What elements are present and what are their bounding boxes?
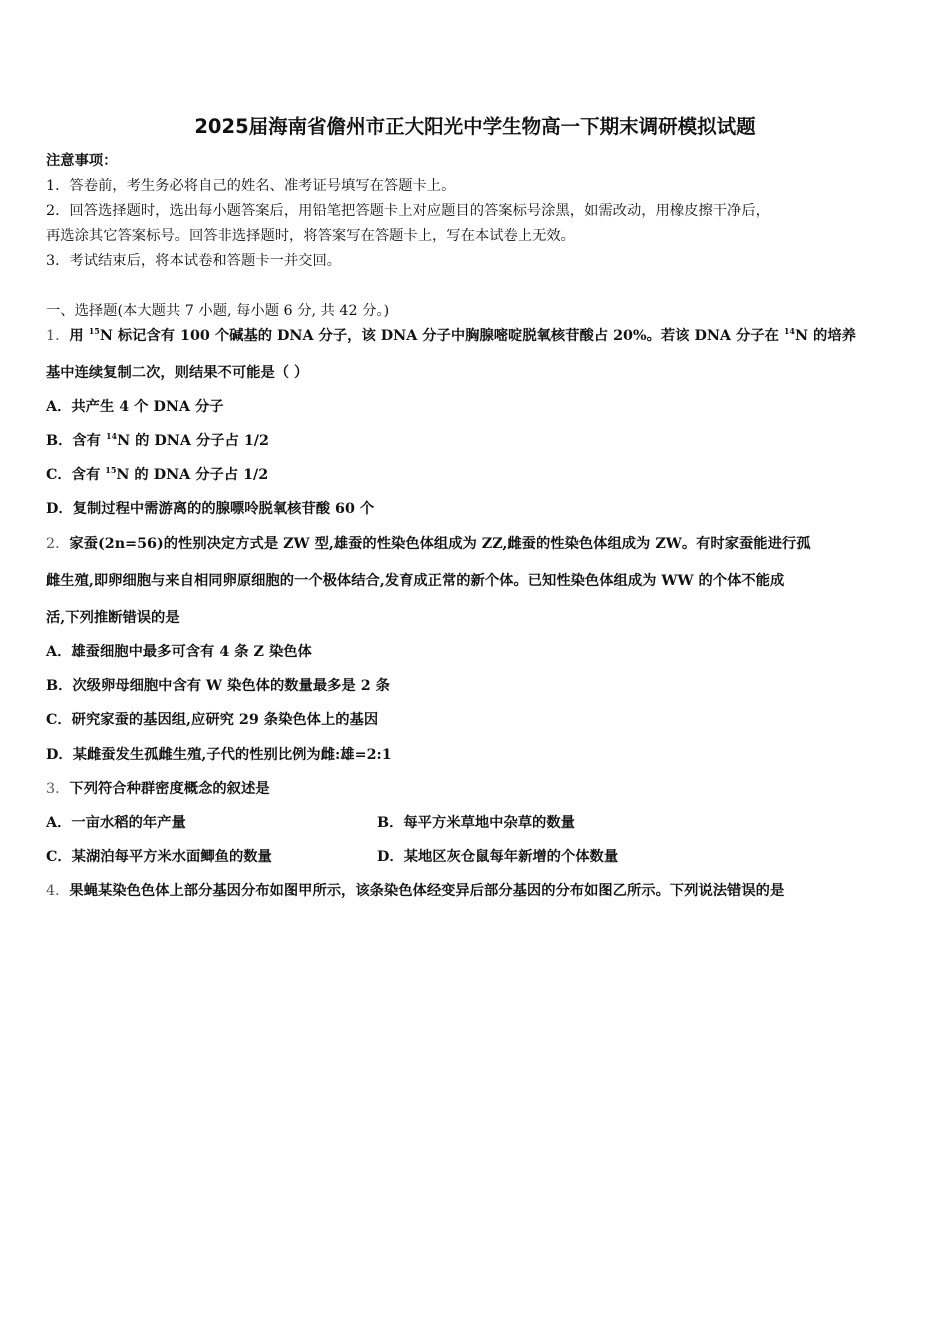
text: 果蝇某染色色体上部分基因分布如图甲所示，该条染色体经变异后部分基因的分布如图乙所示。下列说法错误的是 bbox=[69, 883, 785, 899]
superscript: 14 bbox=[783, 326, 795, 336]
question-2-option-c: C．研究家蚕的基因组,应研究 29 条染色体上的基因 bbox=[46, 712, 379, 728]
question-2-option-a: A．雄蚕细胞中最多可含有 4 条 Z 染色体 bbox=[46, 644, 312, 660]
notice-item: 3．考试结束后，将本试卷和答题卡一并交回。 bbox=[46, 253, 342, 269]
text: B．含有 bbox=[46, 433, 106, 449]
page-title: 2025届海南省儋州市正大阳光中学生物高一下期末调研模拟试题 bbox=[194, 115, 756, 138]
question-2-option-b: B．次级卵母细胞中含有 W 染色体的数量最多是 2 条 bbox=[46, 678, 390, 694]
superscript: 14 bbox=[105, 431, 118, 441]
question-1-option-b bbox=[46, 431, 269, 451]
notice-heading: 注意事项： bbox=[46, 153, 118, 169]
question-4-stem bbox=[46, 881, 784, 901]
notice-item: 再选涂其它答案标号。回答非选择题时，将答案写在答题卡上，写在本试卷上无效。 bbox=[46, 228, 575, 244]
question-1-option-c bbox=[46, 465, 268, 485]
question-number: 1． bbox=[46, 328, 70, 344]
notice-item: 1．答卷前，考生务必将自己的姓名、准考证号填写在答题卡上。 bbox=[46, 178, 456, 194]
text: C．含有 bbox=[46, 467, 106, 483]
question-3-stem bbox=[46, 779, 270, 799]
text: N 的 DNA 分子占 1/2 bbox=[117, 433, 269, 449]
question-1-option-a: A．共产生 4 个 DNA 分子 bbox=[46, 399, 224, 415]
question-1-stem bbox=[46, 326, 856, 346]
question-number: 2． bbox=[46, 536, 70, 552]
text: N 的 DNA 分子占 1/2 bbox=[116, 467, 269, 483]
text: N 的培养 bbox=[795, 328, 856, 344]
question-3-option-c: C．某湖泊每平方米水面鲫鱼的数量 bbox=[46, 849, 272, 865]
notice-item: 2．回答选择题时，选出每小题答案后，用铅笔把答题卡上对应题目的答案标号涂黑，如需改动，用橡皮擦干净后， bbox=[46, 203, 770, 219]
question-3-option-a: A．一亩水稻的年产量 bbox=[46, 815, 186, 831]
superscript: 15 bbox=[88, 326, 100, 336]
question-1-stem-cont: 基中连续复制二次，则结果不可能是（ ） bbox=[46, 365, 309, 381]
text: 下列符合种群密度概念的叙述是 bbox=[69, 781, 270, 797]
section-heading: 一、选择题(本大题共 7 小题, 每小题 6 分, 共 42 分。) bbox=[46, 303, 390, 319]
text: 家蚕(2n=56)的性别决定方式是 ZW 型,雄蚕的性染色体组成为 ZZ,雌蚕的性染色体组成为 ZW。有时家蚕能进行孤 bbox=[69, 536, 811, 552]
question-1-option-d: D．复制过程中需游离的的腺嘌呤脱氧核苷酸 60 个 bbox=[46, 501, 375, 517]
question-3-option-d: D．某地区灰仓鼠每年新增的个体数量 bbox=[377, 849, 619, 865]
question-2-stem bbox=[46, 534, 811, 554]
question-3-option-b: B．每平方米草地中杂草的数量 bbox=[377, 815, 575, 831]
question-number: 3． bbox=[46, 781, 70, 797]
question-2-option-d: D．某雌蚕发生孤雌生殖,子代的性别比例为雌:雄=2:1 bbox=[46, 747, 392, 763]
question-number: 4． bbox=[46, 883, 70, 899]
text: 用 bbox=[69, 328, 89, 344]
text: N 标记含有 100 个碱基的 DNA 分子，该 DNA 分子中胸腺嘧啶脱氧核苷酸占 20%。若该 DNA 分子在 bbox=[99, 328, 784, 344]
superscript: 15 bbox=[105, 465, 117, 475]
question-2-stem-cont: 活,下列推断错误的是 bbox=[46, 610, 180, 626]
question-2-stem-cont: 雌生殖,即卵细胞与来自相同卵原细胞的一个极体结合,发育成正常的新个体。已知性染色体组成为 WW 的个体不能成 bbox=[46, 573, 785, 589]
